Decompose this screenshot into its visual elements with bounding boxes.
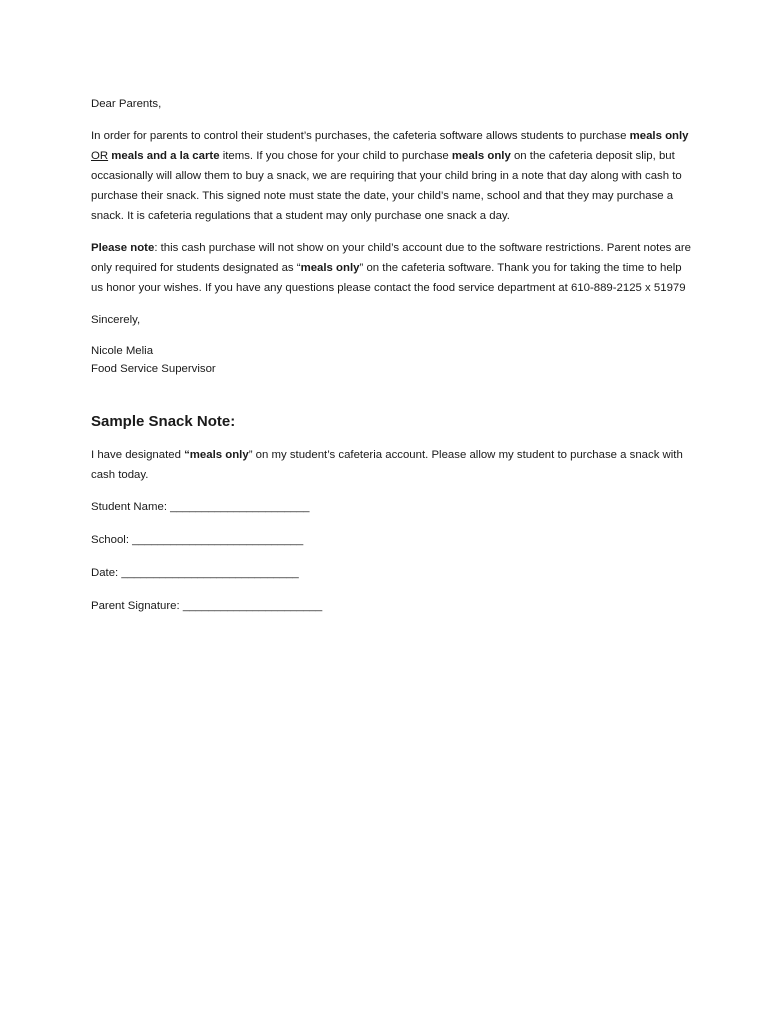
note-text-2: ” on my student’s cafeteria account. Please allow my student to purchase a snack with cash today. (91, 449, 683, 481)
date-field: Date: ____________________________ (91, 567, 299, 579)
paragraph-2 (91, 238, 691, 298)
p1-text-1: In order for parents to control their student’s purchases, the cafeteria software allows students to purchase (91, 130, 630, 142)
note-bold-meals-only: “meals only (184, 449, 249, 461)
student-name-field: Student Name: ______________________ (91, 501, 310, 513)
p1-bold-meals-only: meals only (629, 130, 689, 142)
greeting: Dear Parents, (91, 98, 162, 110)
parent-signature-field: Parent Signature: ______________________ (91, 600, 323, 612)
sample-note-heading: Sample Snack Note: (91, 413, 236, 430)
signer-title: Food Service Supervisor (91, 363, 216, 375)
p2-text-1: : this cash purchase will not show on your child’s account due to the software restrictions. Parent notes are only required for students designated as “ (91, 242, 692, 274)
p2-text-2: ” on the cafeteria software. Thank you for taking the time to help us honor your wishes. If you have any questions please contact the food service department at 610-889-2125 x 51979 (91, 262, 686, 294)
school-field: School: ___________________________ (91, 534, 304, 546)
p1-text-5: on the cafeteria deposit slip, but occasionally will allow them to buy a snack, we are requiring that your child bring in a note that day along with cash to purchase their snack. This signed note must state the date, your child’s name, school and that they may purchase a snack. It is cafeteria regulations that a student may only purchase one snack a day. (91, 150, 682, 222)
p2-bold-meals-only: meals only (300, 262, 360, 274)
p1-underline-or: OR (91, 150, 109, 162)
p2-bold-please-note: Please note (91, 242, 155, 254)
signature-block (91, 342, 691, 378)
paragraph-1 (91, 126, 691, 226)
signer-name: Nicole Melia (91, 345, 154, 357)
sample-note-text (91, 445, 691, 485)
note-text-1: I have designated (91, 449, 185, 461)
p1-text-4: items. If you chose for your child to purchase (219, 150, 452, 162)
letter-body (91, 94, 691, 629)
closing: Sincerely, (91, 314, 141, 326)
p1-bold-meals-only-2: meals only (451, 150, 511, 162)
p1-bold-meals-and-a-la-carte: meals and a la carte (111, 150, 220, 162)
